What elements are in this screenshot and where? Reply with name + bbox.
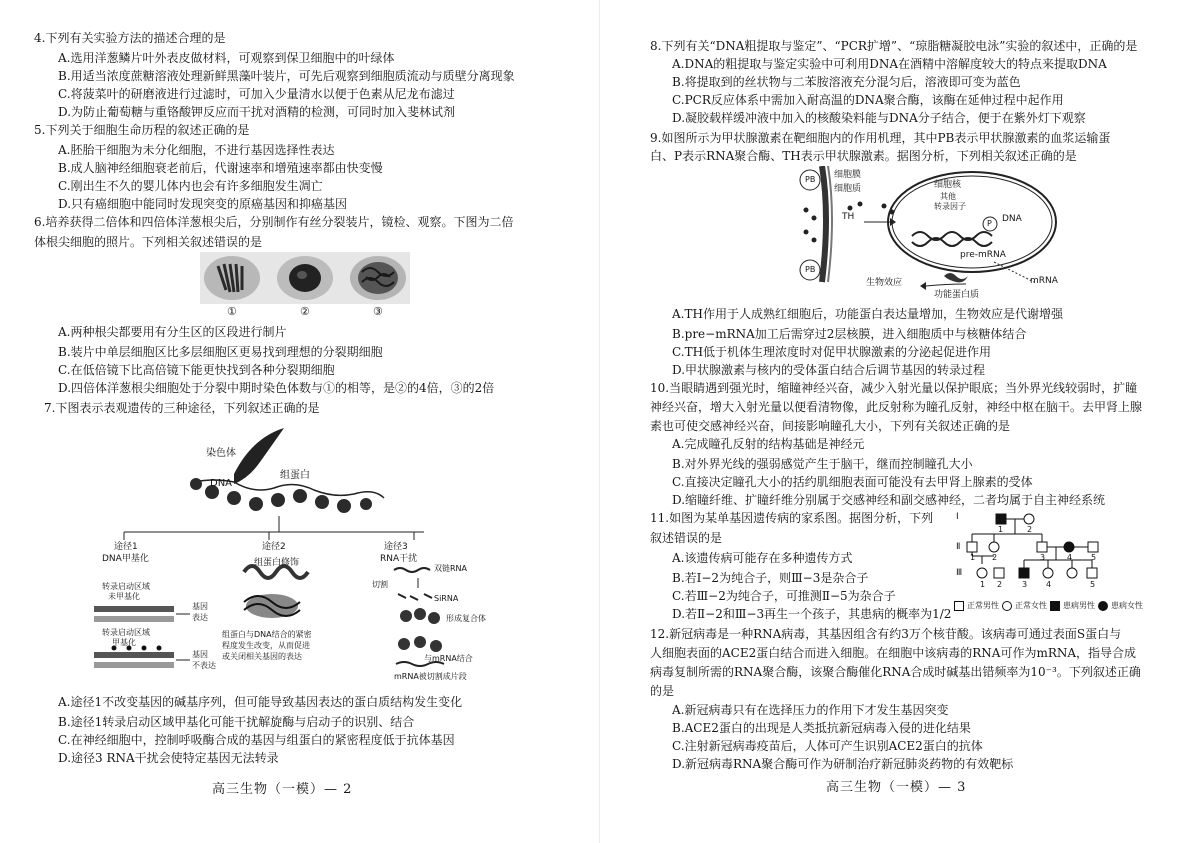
q7-label-route1: 途径1 — [114, 542, 138, 552]
q7-label-methyl-1: 转录启动区域 — [102, 628, 150, 637]
q10-option-b: B.对外界光线的强弱感觉产生于脑干，继而控制瞳孔大小 — [672, 457, 973, 471]
q6-label-3: ③ — [373, 305, 383, 318]
q6-option-a: A.两种根尖都要用有分生区的区段进行制片 — [58, 325, 287, 339]
q12-line4: 的是 — [650, 684, 675, 698]
pedigree-g3-num-4: 4 — [1046, 580, 1052, 589]
q9-label-pb-bottom: PB — [805, 265, 816, 274]
q7-label-expr-1: 基因 — [192, 602, 208, 611]
pedigree-g2-num-4: 4 — [1067, 553, 1073, 562]
q12-option-c: C.注射新冠病毒疫苗后，人体可产生识别ACE2蛋白的抗体 — [672, 739, 983, 753]
q6-label-2: ② — [300, 305, 310, 318]
q7-epigenetics-figure — [84, 418, 504, 688]
pedigree-g3-num-3: 3 — [1022, 580, 1028, 589]
pedigree-legend — [954, 600, 1143, 611]
q7-label-sirna: SiRNA — [434, 594, 459, 603]
q10-option-c: C.直接决定瞳孔大小的括约肌细胞表面可能没有去甲肾上腺素的受体 — [672, 475, 1033, 489]
q12-option-b: B.ACE2蛋白的出现是人类抵抗新冠病毒入侵的进化结果 — [672, 721, 971, 735]
page-fold — [599, 0, 600, 843]
left-page-footer: 高三生物（一模）— 2 — [212, 782, 353, 797]
legend-normal-female-icon — [1002, 601, 1012, 611]
q9-label-th: TH — [842, 212, 855, 222]
q11-stem-line2: 叙述错误的是 — [650, 531, 723, 545]
q11-stem-line1: 11.如图为某单基因遗传病的家系图。据图分析，下列 — [650, 511, 934, 525]
q7-label-cutmrna: mRNA被切割成片段 — [394, 672, 467, 681]
q9-label-protein: 功能蛋白质 — [934, 290, 980, 300]
q7-stem: 7.下图表示表观遗传的三种途径，下列叙述正确的是 — [44, 401, 320, 415]
q7-label-complex: 形成复合体 — [446, 614, 486, 623]
q5-option-d: D.只有癌细胞中能同时发现突变的原癌基因和抑癌基因 — [58, 197, 348, 211]
pedigree-gen-3: Ⅲ — [956, 568, 963, 578]
q4-option-a: A.选用洋葱鳞片叶外表皮做材料，可观察到保卫细胞中的叶绿体 — [58, 51, 395, 65]
q8-option-a: A.DNA的粗提取与鉴定实验中可利用DNA在酒精中溶解度较大的特点来提取DNA — [672, 57, 1107, 71]
q9-label-p: P — [987, 219, 992, 228]
q11-option-b: B.若Ⅰ−2为纯合子，则Ⅲ−3是杂合子 — [672, 571, 869, 585]
q6-option-b: B.装片中单层细胞区比多层细胞区更易找到理想的分裂期细胞 — [58, 345, 383, 359]
pedigree-gen-1: Ⅰ — [956, 512, 959, 522]
q7-label-unmethyl-1: 转录启动区域 — [102, 582, 150, 591]
q9-option-d: D.甲状腺激素与核内的受体蛋白结合后调节基因的转录过程 — [672, 363, 986, 377]
q7-option-d: D.途径3 RNA干扰会使特定基因无法转录 — [58, 751, 279, 765]
q10-line3: 素也可使交感神经兴奋，间接影响瞳孔大小，下列有关叙述正确的是 — [650, 419, 1011, 433]
legend-affected-male-icon — [1050, 601, 1060, 611]
pedigree-g1-num-1: 1 — [998, 525, 1004, 534]
q8-option-d: D.凝胶载样缓冲液中加入的核酸染料能与DNA分子结合，便于在紫外灯下观察 — [672, 111, 1086, 125]
q10-line1: 10.当眼睛遇到强光时，缩瞳神经兴奋，减少入射光量以保护眼底；当外界光线较弱时，扩瞳 — [650, 381, 1138, 395]
q12-option-a: A.新冠病毒只有在选择压力的作用下才发生基因突变 — [672, 703, 949, 717]
q7-label-route2-desc-1: 组蛋白与DNA结合的紧密 — [222, 630, 312, 639]
q12-line2: 人细胞表面的ACE2蛋白结合而进入细胞。在细胞中该病毒的RNA可作为mRNA，指导合成 — [650, 646, 1137, 660]
q5-option-c: C.刚出生不久的婴儿体内也会有许多细胞发生凋亡 — [58, 179, 323, 193]
q11-option-c: C.若Ⅲ−2为纯合子，可推测Ⅱ−5为杂合子 — [672, 589, 896, 603]
pedigree-g2-num-1: 1 — [970, 553, 976, 562]
q7-label-unmethyl-2: 未甲基化 — [108, 592, 140, 601]
q9-label-cytoplasm: 细胞质 — [834, 184, 862, 194]
q7-label-dna: DNA — [210, 478, 233, 489]
q7-label-histone: 组蛋白 — [280, 470, 310, 481]
pedigree-g3-num-1: 1 — [980, 580, 986, 589]
q9-stem-line2: 白、P表示RNA聚合酶、TH表示甲状腺激素。据图分析，下列相关叙述正确的是 — [650, 149, 1077, 163]
q9-label-pb-top: PB — [805, 175, 816, 184]
cell-1-photo — [204, 256, 260, 300]
q6-stem-line1: 6.培养获得二倍体和四倍体洋葱根尖后，分别制作有丝分裂装片，镜检、观察。下图为二倍 — [34, 215, 514, 229]
q7-option-c: C.在神经细胞中，控制呼吸酶合成的基因与组蛋白的紧密程度低于抗体基因 — [58, 733, 455, 747]
pedigree-g2-num-5: 5 — [1091, 553, 1097, 562]
pedigree-g2-num-2: 2 — [992, 553, 998, 562]
q7-label-route2-desc-2: 程度发生改变，从而促进 — [222, 641, 310, 650]
q10-line2: 神经兴奋，增大入射光量以便看清物像，此反射称为瞳孔反射，神经中枢在脑干。去甲肾上腺 — [650, 400, 1143, 414]
q12-option-d: D.新冠病毒RNA聚合酶可作为研制治疗新冠肺炎药物的有效靶标 — [672, 757, 1014, 771]
q4-option-d: D.为防止葡萄糖与重铬酸钾反应而干扰对酒精的检测，可同时加入斐林试剂 — [58, 105, 456, 119]
q5-option-a: A.胚胎干细胞为未分化细胞，不进行基因选择性表达 — [58, 143, 335, 157]
pedigree-g3-num-2: 2 — [997, 580, 1003, 589]
q6-option-d: D.四倍体洋葱根尖细胞处于分裂中期时染色体数与①的相等，是②的4倍，③的2倍 — [58, 381, 495, 395]
q7-label-methyl-2: 甲基化 — [112, 638, 136, 647]
q7-label-bind: 与mRNA结合 — [424, 654, 473, 663]
q9-option-b: B.pre−mRNA加工后需穿过2层核膜，进入细胞质中与核糖体结合 — [672, 327, 1027, 341]
q7-label-route2-sub: 组蛋白修饰 — [254, 558, 300, 568]
q9-stem-line1: 9.如图所示为甲状腺激素在靶细胞内的作用机理，其中PB表示甲状腺激素的血浆运输蛋 — [650, 131, 1111, 145]
q6-cell-photos — [200, 252, 410, 318]
q8-stem: 8.下列有关“DNA粗提取与鉴定”、“PCR扩增”、“琼脂糖凝胶电泳”实验的叙述中，正确的是 — [650, 39, 1138, 53]
q4-option-b: B.用适当浓度蔗糖溶液处理新鲜黑藻叶装片，可先后观察到细胞质流动与质壁分离现象 — [58, 69, 515, 83]
q7-label-expr-2: 表达 — [192, 613, 208, 622]
q6-stem-line2: 体根尖细胞的照片。下列相关叙述错误的是 — [34, 235, 263, 249]
q7-label-dsrna: 双链RNA — [434, 564, 468, 573]
pedigree-gen-2: Ⅱ — [956, 542, 961, 552]
q7-label-cut: 切割 — [372, 580, 388, 589]
q11-option-a: A.该遗传病可能存在多种遗传方式 — [672, 551, 853, 565]
q9-label-dna: DNA — [1002, 214, 1022, 224]
q12-line1: 12.新冠病毒是一种RNA病毒，其基因组含有约3万个核苷酸。该病毒可通过表面S蛋白与 — [650, 627, 1122, 641]
q9-label-effect: 生物效应 — [866, 278, 903, 288]
q12-line3: 病毒复制所需的RNA聚合酶，该聚合酶催化RNA合成时碱基出错频率为10⁻³。下列叙述正确 — [650, 665, 1141, 679]
q11-pedigree — [952, 510, 1192, 614]
q9-label-mrna: mRNA — [1030, 276, 1058, 286]
q5-stem: 5.下列关于细胞生命历程的叙述正确的是 — [34, 123, 250, 137]
chromosome-shape — [234, 428, 284, 484]
q7-label-chromosome: 染色体 — [206, 448, 236, 459]
q6-option-c: C.在低倍镜下比高倍镜下能更快找到各种分裂期细胞 — [58, 363, 335, 377]
pedigree-g3-num-5: 5 — [1090, 580, 1096, 589]
q9-option-c: C.TH低于机体生理浓度时对促甲状腺激素的分泌起促进作用 — [672, 345, 992, 359]
cell-2-photo — [277, 256, 333, 300]
q7-label-route1-sub: DNA甲基化 — [102, 554, 149, 564]
q7-option-b: B.途径1转录启动区域甲基化可能干扰解旋酶与启动子的识别、结合 — [58, 715, 415, 729]
pedigree-g2-num-3: 3 — [1040, 553, 1046, 562]
q7-label-noexpr-1: 基因 — [192, 650, 208, 659]
q10-option-a: A.完成瞳孔反射的结构基础是神经元 — [672, 437, 865, 451]
legend-normal-female: 正常女性 — [1015, 601, 1047, 610]
q7-label-route2-desc-3: 或关闭相关基因的表达 — [222, 652, 302, 661]
pedigree-g1-num-2: 2 — [1027, 525, 1033, 534]
q6-label-1: ① — [227, 305, 237, 318]
legend-normal-male: 正常男性 — [967, 601, 999, 610]
q7-label-noexpr-2: 不表达 — [192, 661, 216, 670]
q9-label-other-2: 转录因子 — [934, 202, 966, 211]
legend-affected-female: 患病女性 — [1111, 601, 1143, 610]
legend-affected-female-icon — [1098, 601, 1108, 611]
q11-option-d: D.若Ⅱ−2和Ⅲ−3再生一个孩子，其患病的概率为1/2 — [672, 607, 952, 621]
q9-label-other-1: 其他 — [940, 192, 956, 201]
q7-option-a: A.途径1不改变基因的碱基序列，但可能导致基因表达的蛋白质结构发生变化 — [58, 695, 463, 709]
q4-option-c: C.将菠菜叶的研磨液进行过滤时，可加入少量清水以便于色素从尼龙布滤过 — [58, 87, 455, 101]
q8-option-c: C.PCR反应体系中需加入耐高温的DNA聚合酶，该酶在延伸过程中起作用 — [672, 93, 1064, 107]
q9-label-premrna: pre-mRNA — [960, 250, 1006, 260]
q9-thyroid-figure — [794, 166, 1064, 302]
q7-label-route2: 途径2 — [262, 542, 286, 552]
q6-cell-photos-svg — [200, 252, 410, 304]
q9-option-a: A.TH作用于人成熟红细胞后，功能蛋白表达量增加，生物效应是代谢增强 — [672, 307, 1063, 321]
q7-label-route3-sub: RNA干扰 — [380, 554, 418, 564]
q10-option-d: D.缩瞳纤维、扩瞳纤维分别属于交感神经和副交感神经，二者均属于自主神经系统 — [672, 493, 1106, 507]
q8-option-b: B.将提取到的丝状物与二苯胺溶液充分混匀后，溶液即可变为蓝色 — [672, 75, 1021, 89]
q9-label-membrane: 细胞膜 — [834, 170, 862, 180]
right-page-footer: 高三生物（一模）— 3 — [826, 780, 967, 795]
q9-label-nucleus: 细胞核 — [934, 180, 962, 190]
q7-label-route3: 途径3 — [384, 542, 408, 552]
q5-option-b: B.成人脑神经细胞衰老前后，代谢速率和增殖速率都由快变慢 — [58, 161, 383, 175]
legend-affected-male: 患病男性 — [1063, 601, 1095, 610]
route2-histone-drawing — [244, 566, 308, 618]
route3-rnai-drawing — [394, 568, 444, 666]
cell-3-photo — [350, 256, 406, 300]
legend-normal-male-icon — [954, 601, 964, 611]
q4-stem: 4.下列有关实验方法的描述合理的是 — [34, 31, 226, 45]
